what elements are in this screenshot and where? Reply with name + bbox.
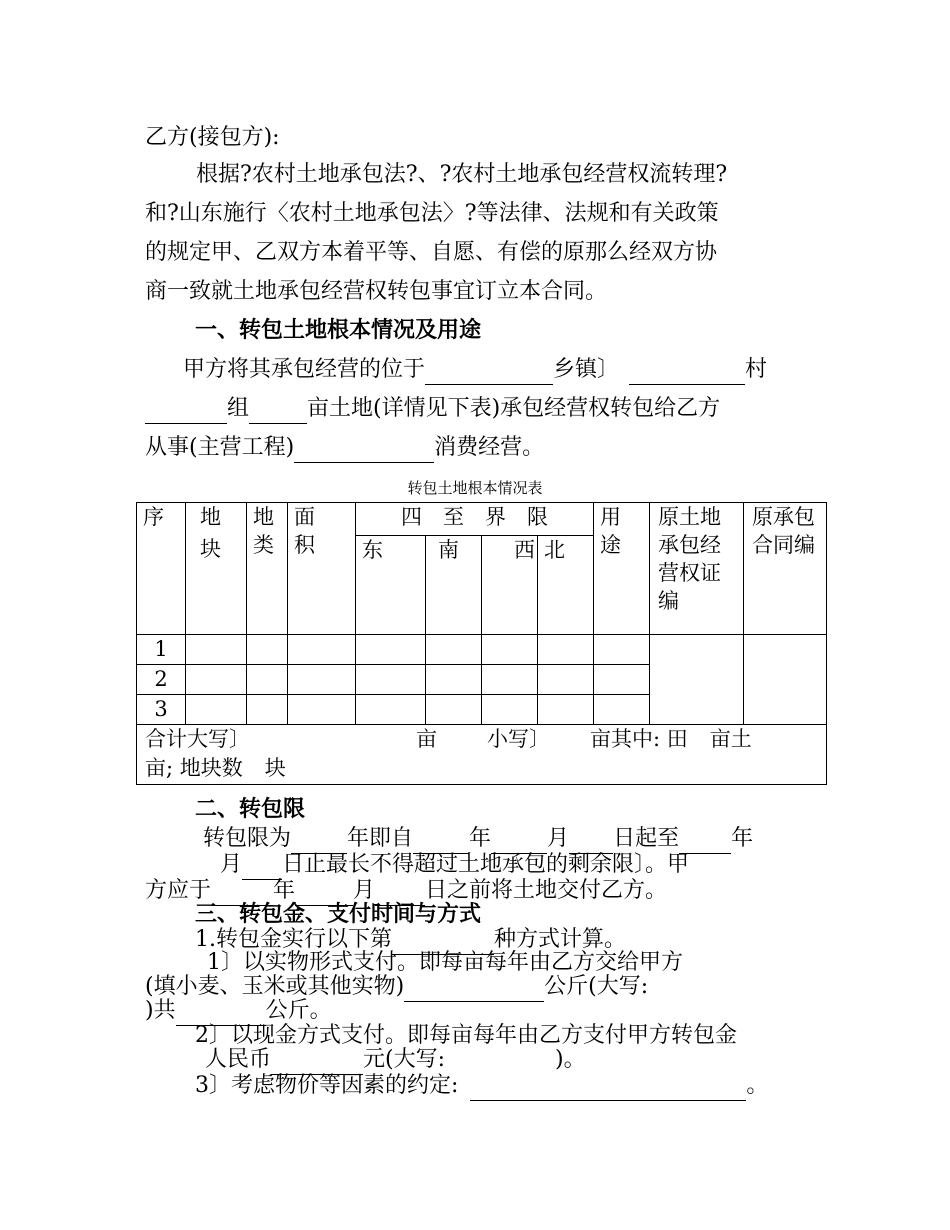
row-number: 3 (137, 695, 186, 725)
header-east: 东 (356, 536, 426, 635)
section1-title: 一、转包土地根本情况及用途 (195, 318, 482, 343)
section3-option-1-line-3: )共 公斤。 (145, 996, 332, 1026)
cell-north[interactable] (538, 635, 594, 665)
village-blank[interactable] (629, 360, 745, 385)
section1-line-1: 甲方将其承包经营的位于 乡镇〕 村 (183, 355, 767, 385)
section1-line-3: 从事(主营工程) 消费经营。 (145, 433, 544, 463)
crop-kg-blank[interactable] (404, 977, 544, 1002)
cell-use[interactable] (594, 695, 650, 725)
cell-original-contract[interactable] (744, 635, 827, 725)
section3-option-1-line-2: (填小麦、玉米或其他实物) 公斤(大写: (145, 972, 648, 1002)
section3-option-3: 3〕考虑物价等因素的约定: 。 (195, 1071, 768, 1101)
cell-west[interactable] (482, 665, 538, 695)
section2-line-1: 转包限为 年即自 年 月 日起至 年 (203, 824, 753, 854)
header-plot: 地 块 (186, 503, 247, 635)
section3-option-2-line-2: 人民币 元(大写: )。 (205, 1045, 586, 1075)
price-agreement-blank[interactable] (470, 1076, 746, 1101)
cell-south[interactable] (426, 695, 482, 725)
business-blank[interactable] (294, 438, 434, 463)
header-original-contract: 原承包合同编 (744, 503, 827, 635)
cell-use[interactable] (594, 665, 650, 695)
header-type: 地 类 (247, 503, 288, 635)
header-use: 用 途 (594, 503, 650, 635)
section2-line-3: 方应于 年 月 日之前将土地交付乙方。 (145, 876, 667, 906)
header-west: 西 (482, 536, 538, 635)
cell-south[interactable] (426, 635, 482, 665)
cell-use[interactable] (594, 635, 650, 665)
cell-north[interactable] (538, 695, 594, 725)
cell-area[interactable] (288, 635, 356, 665)
header-south: 南 (426, 536, 482, 635)
cell-east[interactable] (356, 635, 426, 665)
header-seq: 序 (137, 503, 186, 635)
section2-title: 二、转包限 (195, 797, 306, 822)
table-caption: 转包土地根本情况表 (407, 479, 543, 497)
cell-east[interactable] (356, 665, 426, 695)
intro-line-2: 和?山东施行〈农村土地承包法〉?等法律、法规和有关政策 (145, 201, 719, 226)
section3-title: 三、转包金、支付时间与方式 (195, 902, 482, 927)
cell-plot[interactable] (186, 695, 247, 725)
total-row: 合计大写〕 亩 小写〕 亩其中: 田 亩土 亩; 地块数 块 (137, 725, 827, 785)
header-north: 北 (538, 536, 594, 635)
cell-north[interactable] (538, 665, 594, 695)
table-row (137, 635, 827, 665)
cell-type[interactable] (247, 665, 288, 695)
cell-area[interactable] (288, 665, 356, 695)
header-area: 面 积 (288, 503, 356, 635)
section3-option-2-line-1: 2〕以现金方式支付。即每亩每年由乙方支付甲方转包金 (195, 1023, 737, 1048)
cell-east[interactable] (356, 695, 426, 725)
row-number: 2 (137, 665, 186, 695)
cell-west[interactable] (482, 635, 538, 665)
cell-original-cert[interactable] (650, 635, 744, 725)
cell-area[interactable] (288, 695, 356, 725)
mu-blank[interactable] (249, 399, 307, 424)
intro-line-4: 商一致就土地承包经营权转包事宜订立本合同。 (145, 279, 608, 304)
section2-line-2: 月 日止最长不得超过土地承包的剩余限〕。甲 (220, 850, 689, 880)
cell-plot[interactable] (186, 665, 247, 695)
township-blank[interactable] (425, 360, 553, 385)
header-boundaries: 四 至 界 限 (356, 503, 594, 536)
cell-south[interactable] (426, 665, 482, 695)
section1-line-2: 组 亩土地(详情见下表)承包经营权转包给乙方 (145, 394, 720, 424)
header-original-cert: 原土地承包经营权证编 (650, 503, 744, 635)
group-blank[interactable] (145, 399, 227, 424)
cell-type[interactable] (247, 695, 288, 725)
cell-west[interactable] (482, 695, 538, 725)
intro-line-3: 的规定甲、乙双方本着平等、自愿、有偿的原那么经双方协 (145, 240, 718, 265)
cell-plot[interactable] (186, 635, 247, 665)
row-number: 1 (137, 635, 186, 665)
land-info-table (136, 502, 827, 785)
cell-type[interactable] (247, 635, 288, 665)
intro-line-1: 根据?农村土地承包法?、?农村土地承包经营权流转理? (196, 162, 728, 187)
section3-option-1-line-1: 1〕以实物形式支付。即每亩每年由乙方交给甲方 (207, 950, 683, 975)
section3-item-1: 1.转包金实行以下第 种方式计算。 (195, 925, 626, 955)
party-b-label: 乙方(接包方): (145, 125, 280, 150)
